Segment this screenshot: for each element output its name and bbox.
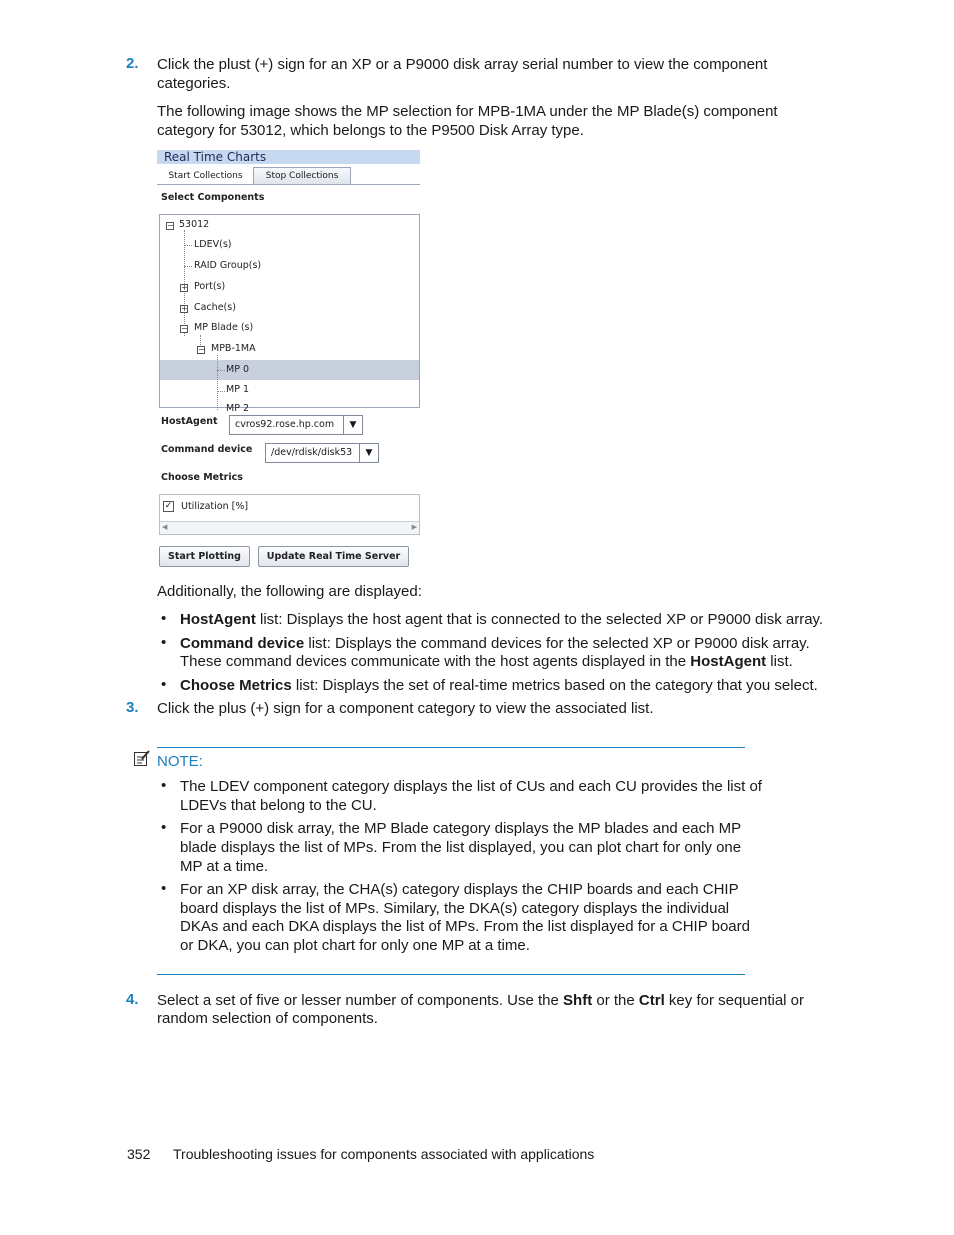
tree-node-ports[interactable]: Port(s) xyxy=(194,281,226,292)
bullet-item: Choose Metrics list: Displays the set of real-time metrics based on the category that you select. xyxy=(180,677,818,694)
paragraph: Additionally, the following are displayed: xyxy=(157,583,422,600)
bullet: • xyxy=(161,819,167,836)
paragraph: The following image shows the MP selection for MPB-1MA under the MP Blade(s) component xyxy=(157,103,778,120)
tree-connector xyxy=(217,355,218,410)
note-item-continued: MP at a time. xyxy=(180,858,269,875)
start-plotting-button[interactable]: Start Plotting xyxy=(159,546,250,567)
bullet-item-continued: These command devices communicate with the host agents displayed in the HostAgent list. xyxy=(180,653,793,670)
collapse-icon[interactable]: − xyxy=(167,221,174,230)
step-text: Click the plus (+) sign for a component category to view the associated list. xyxy=(157,700,654,717)
expand-icon[interactable]: + xyxy=(181,304,188,313)
collapse-icon[interactable]: − xyxy=(198,345,205,354)
paragraph: category for 53012, which belongs to the P9500 Disk Array type. xyxy=(157,122,584,139)
note-icon xyxy=(133,749,151,767)
note-item: The LDEV component category displays the list of CUs and each CU provides the list of xyxy=(180,778,762,795)
command-device-select[interactable] xyxy=(265,443,379,463)
tree-node-ldev[interactable]: LDEV(s) xyxy=(194,239,232,250)
select-components-label: Select Components xyxy=(161,192,265,203)
bullet: • xyxy=(161,676,167,693)
component-tree[interactable] xyxy=(159,214,420,414)
note-item-continued: blade displays the list of MPs. From the list displayed, you can plot chart for only one xyxy=(180,839,742,856)
step-text: categories. xyxy=(157,75,231,92)
page-number: 352 xyxy=(127,1146,151,1162)
step-text: Select a set of five or lesser number of components. Use the Shft or the Ctrl key for sequential or xyxy=(157,992,805,1009)
metric-utilization: Utilization [%] xyxy=(181,501,249,512)
bullet: • xyxy=(161,880,167,897)
metrics-list[interactable] xyxy=(159,494,420,535)
dropdown-arrow-icon[interactable]: ▼ xyxy=(343,416,362,434)
note-item-continued: LDEVs that belong to the CU. xyxy=(180,797,377,814)
footer-text: Troubleshooting issues for components associated with applications xyxy=(173,1146,595,1162)
note-item: For an XP disk array, the CHA(s) category displays the CHIP boards and each CHIP xyxy=(180,881,739,898)
step-text: Click the plust (+) sign for an XP or a P9000 disk array serial number to view the component xyxy=(157,56,768,73)
note-item-continued: or DKA, you can plot chart for only one MP at a time. xyxy=(180,937,530,954)
scroll-right-icon[interactable]: ▶ xyxy=(411,523,417,531)
tree-node-array[interactable]: 53012 xyxy=(179,219,210,230)
hostagent-value: cvros92.rose.hp.com xyxy=(235,419,335,430)
hostagent-label: HostAgent xyxy=(161,416,218,427)
tab-start-collections[interactable]: Start Collections xyxy=(159,167,252,184)
note-item-continued: board displays the list of MPs. Similary, the DKA(s) category displays the individual xyxy=(180,900,730,917)
tree-node-raid-group[interactable]: RAID Group(s) xyxy=(194,260,262,271)
tree-node-mp0[interactable]: MP 0 xyxy=(226,364,249,375)
panel-title: Real Time Charts xyxy=(157,150,420,164)
tab-divider xyxy=(157,184,420,185)
tab-stop-collections[interactable]: Stop Collections xyxy=(253,167,351,184)
step-number: 2. xyxy=(126,55,139,72)
note-title: NOTE: xyxy=(157,753,203,770)
bullet: • xyxy=(161,777,167,794)
tree-node-mp1[interactable]: MP 1 xyxy=(226,384,249,395)
horizontal-scrollbar[interactable] xyxy=(160,521,419,534)
dropdown-arrow-icon[interactable]: ▼ xyxy=(359,444,378,462)
bullet: • xyxy=(161,610,167,627)
bullet-item: Command device list: Displays the command devices for the selected XP or P9000 disk array. xyxy=(180,635,810,652)
step-number: 3. xyxy=(126,699,139,716)
selected-row-highlight xyxy=(160,360,419,380)
tree-connector xyxy=(184,266,192,267)
tree-connector xyxy=(217,391,225,392)
choose-metrics-label: Choose Metrics xyxy=(161,472,243,483)
tree-node-cache[interactable]: Cache(s) xyxy=(194,302,236,313)
scroll-left-icon[interactable]: ◀ xyxy=(162,523,168,531)
expand-icon[interactable]: + xyxy=(181,283,188,292)
command-device-value: /dev/rdisk/disk53 xyxy=(271,447,353,458)
tree-node-mp2[interactable]: MP 2 xyxy=(226,403,249,414)
step-number: 4. xyxy=(126,991,139,1008)
tree-connector xyxy=(217,370,225,371)
tree-node-mpb-1ma[interactable]: MPB-1MA xyxy=(211,343,256,354)
note-bottom-rule xyxy=(157,974,745,975)
bullet: • xyxy=(161,634,167,651)
collapse-icon[interactable]: − xyxy=(181,324,188,333)
step-text: random selection of components. xyxy=(157,1010,378,1027)
tree-connector xyxy=(184,245,192,246)
note-top-rule xyxy=(157,747,745,748)
bullet-item: HostAgent list: Displays the host agent that is connected to the selected XP or P9000 disk array. xyxy=(180,611,824,628)
checkbox-checked-icon[interactable]: ✓ xyxy=(164,501,173,511)
note-item: For a P9000 disk array, the MP Blade category displays the MP blades and each MP xyxy=(180,820,742,837)
command-device-label: Command device xyxy=(161,444,253,455)
tree-node-mp-blade[interactable]: MP Blade (s) xyxy=(194,322,254,333)
update-real-time-server-button[interactable]: Update Real Time Server xyxy=(258,546,409,567)
hostagent-select[interactable] xyxy=(229,415,363,435)
note-item-continued: DKAs and each DKA displays the list of MPs. From the list displayed for a CHIP board xyxy=(180,918,750,935)
